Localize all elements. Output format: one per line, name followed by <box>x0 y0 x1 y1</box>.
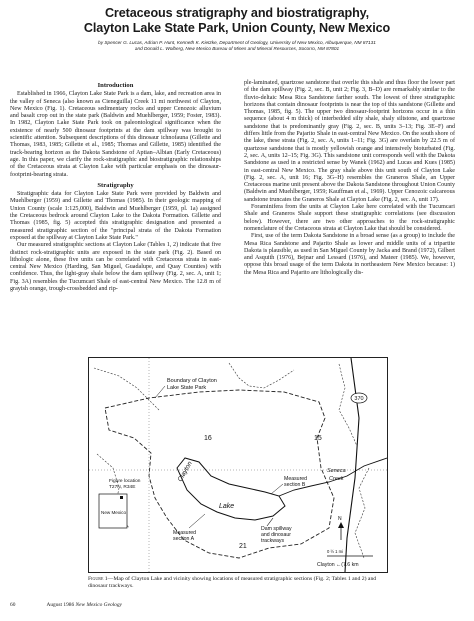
boundary-label-2: Lake State Park <box>167 385 207 391</box>
section-16: 16 <box>204 435 212 442</box>
page-footer <box>10 602 310 608</box>
map-svg <box>89 358 387 572</box>
clayton-lake <box>177 458 285 520</box>
park-boundary <box>105 390 334 558</box>
clayton-distance: Clayton ←(7.6 km <box>317 562 359 568</box>
author-block <box>0 40 474 52</box>
page-number: 60 <box>10 602 16 608</box>
drainage-5 <box>355 468 369 558</box>
left-column <box>10 82 221 293</box>
measured-a-line-2: section A <box>173 536 195 542</box>
location-marker <box>120 496 123 499</box>
authors-line-2: and Donald L. Wolberg, New Mexico Bureau of Mines and Mineral Resources, Socorro, NM 87801 <box>134 46 340 51</box>
right-paragraph-2: Foraminifera from the units at Clayton Lake here correlated with the Tucumcari Shale and Graneros Shale support these stratigraphic correlations (see discussion below). However, there are two other approaches to the rock-stratigraphic nomenclature of the Cretaceous strata at Clayton Lake that should be considered. <box>244 204 455 232</box>
north-label: N <box>338 516 342 522</box>
dam-label-3: trackways <box>261 538 285 544</box>
section-15: 15 <box>314 435 322 442</box>
intro-paragraph: Established in 1966, Clayton Lake State Park is a dam, lake, and recreation area in the valley of Seneca (also known as Cieneguilla) Creek 11 mi northwest of Clayton, New Mexico (Fig. 1). Cretaceous sedimentary rocks and upper Cenozoic alluvium and basalt crop out in the state park (Baldwin and Muehlberger, 1959; Foster, 1983). In 1982, Clayton Lake State Park took on paleontological significance when the existence of nearly 500 dinosaur footprints at the dam spillway was brought to scientific attention. Subsequent descriptions of this dinosaur ichnofauna (Gillette and Thomas, 1983, 1985; Gillette et al., 1985; Thomas and Gillette, 1985) identified the track-bearing horizon as the Dakota Sandstone of Aptian–Albian (Early Cretaceous) age. In this paper, we clarify the rock-stratigraphic and biostratigraphic relationships of the Cretaceous strata at Clayton Lake with particular emphasis on the dinosaur-footprint-bearing strata. <box>10 91 221 178</box>
inset-state-label: New Mexico <box>101 510 127 515</box>
drainage-2 <box>229 363 294 388</box>
boundary-label-1: Boundary of Clayton <box>167 378 217 384</box>
title-line-2: Clayton Lake State Park, Union County, New Mexico <box>83 20 391 35</box>
highway-label: 370 <box>354 396 364 402</box>
clayton-lake-label: Clayton <box>176 460 194 483</box>
heading-introduction: Introduction <box>97 82 134 89</box>
section-21: 21 <box>239 543 247 550</box>
journal-name: New Mexico Geology <box>75 602 122 608</box>
creek-label: Creek <box>329 476 344 482</box>
lake-label: Lake <box>219 503 235 510</box>
drainage-3 <box>339 364 357 446</box>
figure-1-map <box>88 357 388 573</box>
paper-title <box>0 6 474 35</box>
caption-text: —Map of Clayton Lake and vicinity showing locations of measured stratigraphic sections (Fig. 2; Tables 1 and 2) and dinosaur trackways. <box>88 576 377 589</box>
scale-label: 0 ½ 1 mi <box>327 549 344 554</box>
measured-a-line-1: Measured <box>173 530 197 536</box>
right-paragraph-1: ple-laminated, quartzose sandstone that overlie this shale and thus floor the lower part of the dam spillway (Fig. 2, sec. B, unit 2; Fig. 3, B–D) are remarkably similar to the fluvio-deltaic Mesa Rica Sandstone farther south. The lowest of three stratigraphic horizons that contain dinosaur footprints is near the top of this sandstone (Gillette and Thomas, 1985, fig. 5). The upper two dinosaur-footprint horizons occur in a thin sequence (about 4 m thick) of interbedded silty shale, shaly siltstone, and quartzose sandstone that is predominantly gray (Fig. 2, sec. B, units 3–13; Fig. 3E–F) and differs little from the Pajarito Shale in east-central New Mexico. On the south shore of the lake, these strata (Fig. 2, sec. A, units 1–11; Fig. 3G) are overlain by 22.5 m of quartzose sandstone that is mostly yellowish orange and intensively bioturbated (Fig. 2, sec. A, units 12–15; Fig. 3G). This sandstone unit corresponds well with the Dakota Sandstone as used in a restricted sense by Wanek (1962) and Lucas and Kues (1985) in east-central New Mexico. The gray shale above this unit south of Clayton Lake (Fig. 2, sec. A, unit 16; Fig. 3G–H) resembles the Graneros Shale, an Upper Cretaceous marine unit present above the Dakota Sandstone throughout Union County (Baldwin and Muehlberger, 1959; Kauffman et al., 1969). Upper Cenozoic calcareous sandstone truncates the Graneros Shale at Clayton Lake (Fig. 2, sec. A, unit 17). <box>244 80 455 203</box>
figure-caption <box>88 576 388 590</box>
highway-370 <box>345 358 359 572</box>
measured-b-line-1: Measured <box>284 476 308 482</box>
caption-label: Figure 1 <box>88 576 108 582</box>
figure-location-2: T27N, R34E <box>109 485 136 490</box>
measured-b-line-2: section B <box>284 482 306 488</box>
heading-stratigraphy: Stratigraphy <box>97 181 134 189</box>
stratigraphy-paragraph-1: Stratigraphic data for Clayton Lake State Park were provided by Baldwin and Muehlberger (1959) and Gillette and Thomas (1985). In their geologic mapping of Union County (scale 1:125,000), Baldwin and Muehlberger (1959, pl. 1a) assigned the Cretaceous bedrock around Clayton Lake to the Dakota Formation. Gillette and Thomas (1985, fig. 5) accepted this stratigraphic designation and presented a measured stratigraphic section of the "principal strata of the Dakota Formation exposed at the spillway at Clayton Lake State Park." <box>10 191 221 241</box>
right-column <box>244 80 455 277</box>
authors-line-1: by Spencer G. Lucas, Adrian P. Hunt, Kenneth K. Kietzke, Department of Geology, University of New Mexico, Albuquerque, NM 87131 <box>98 40 376 45</box>
dam-label-2: and dinosaur <box>261 532 291 538</box>
drainage-1 <box>94 368 159 410</box>
issue-date: August 1986 <box>46 602 75 608</box>
dam-label-1: Dam spillway <box>261 526 292 532</box>
right-paragraph-3: First, use of the term Dakota Sandstone in a broad sense (as a group) to include the Mesa Rica Sandstone and Pajarito Shale as lower and middle units of a tripartite Dakota is plausible, as used in San Miguel County by Jacka and Brand (1972), Gilbert and Asquith (1976), Bejnar and Lessard (1976), and Mateer (1985). We, however, oppose this broad usage of the term Dakota in northeastern New Mexico because: 1) the Mesa Rica and Pajarito are lithologically dis- <box>244 233 455 276</box>
title-line-1: Cretaceous stratigraphy and biostratigraphy, <box>104 6 370 20</box>
stratigraphy-paragraph-2: Our measured stratigraphic sections at Clayton Lake (Tables 1, 2) indicate that five distinct rock-stratigraphic units are exposed in the state park (Fig. 2). Based on lithologic alone, these five units can be correlated with Cretaceous strata in east-central New Mexico (Harding, San Miguel, Guadalupe, and Quay Counties) with confidence. Thus, the light-gray shale below the dam spillway (Fig. 2, sec. A, unit 1; Fig. 3A) resembles the Tucumcari Shale of east-central New Mexico. The 12.8 m of grayish orange, trough-crossbedded and rip- <box>10 242 221 293</box>
seneca-label: Seneca <box>327 468 346 474</box>
figure-location-1: Figure location <box>109 479 141 484</box>
